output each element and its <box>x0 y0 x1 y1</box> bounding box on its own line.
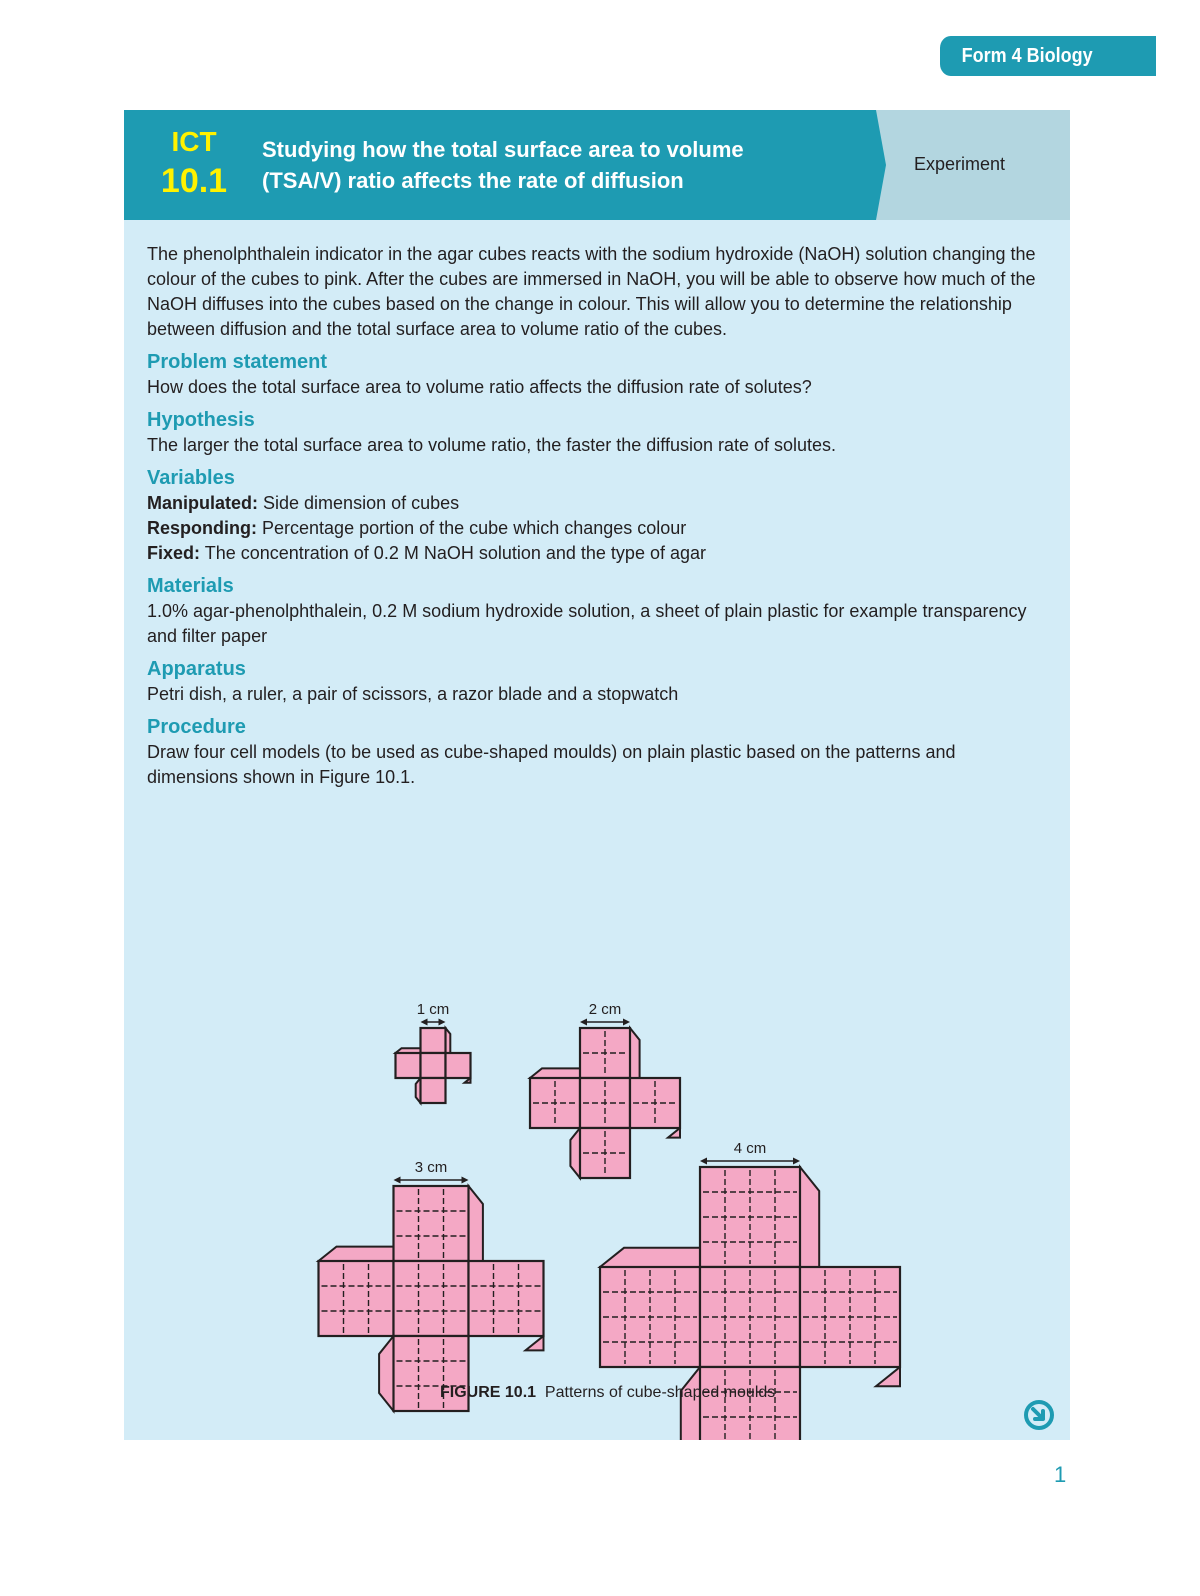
activity-body <box>147 242 1047 790</box>
procedure-text: Draw four cell models (to be used as cube-shaped moulds) on plain plastic based on the patterns and dimensions shown in Figure 10.1. <box>147 742 956 787</box>
fixed-value: The concentration of 0.2 M NaOH solution and the type of agar <box>204 543 706 563</box>
cube-face <box>469 1261 544 1336</box>
glue-flap <box>876 1367 900 1386</box>
glue-flap <box>469 1186 483 1261</box>
apparatus-heading: Apparatus <box>147 658 246 680</box>
cube-net-1 <box>396 1001 471 1103</box>
hypothesis-heading: Hypothesis <box>147 409 255 431</box>
cube-face <box>394 1261 469 1336</box>
ict-number: 10.1 <box>160 162 228 200</box>
glue-flap <box>600 1248 700 1267</box>
activity-title: Studying how the total surface area to volume (TSA/V) ratio affects the rate of diffusion <box>262 137 744 193</box>
cube-pattern-figure <box>124 880 1070 1440</box>
glue-flap <box>681 1367 700 1440</box>
responding-value: Percentage portion of the cube which changes colour <box>262 518 687 538</box>
activity-type-tag: Experiment <box>914 154 1006 174</box>
ict-label: ICT <box>171 126 217 157</box>
cube-face <box>421 1053 446 1078</box>
fixed-label: Fixed: <box>147 543 201 563</box>
glue-flap <box>630 1028 640 1078</box>
variable-responding <box>147 516 1047 541</box>
glue-flap <box>800 1167 819 1267</box>
glue-flap <box>668 1128 680 1138</box>
cube-face <box>421 1078 446 1103</box>
variable-manipulated <box>147 491 1047 516</box>
glue-flap <box>319 1247 394 1261</box>
materials-heading: Materials <box>147 575 234 597</box>
dimension-label: 4 cm <box>733 1140 767 1157</box>
glue-flap <box>526 1336 544 1350</box>
cube-face <box>319 1261 394 1336</box>
cube-face <box>396 1053 421 1078</box>
arrow-down-right-icon[interactable] <box>1024 1400 1054 1430</box>
dimension-arrowhead <box>700 1158 707 1165</box>
dimension-arrowhead <box>623 1019 630 1026</box>
dimension-arrowhead <box>394 1177 401 1184</box>
problem-heading: Problem statement <box>147 351 328 373</box>
figure-caption-text: Patterns of cube-shaped moulds <box>544 1384 776 1401</box>
subject-tab: Form 4 Biology <box>940 36 1156 76</box>
manipulated-value: Side dimension of cubes <box>263 493 460 513</box>
dimension-arrowhead <box>462 1177 469 1184</box>
dimension-arrowhead <box>580 1019 587 1026</box>
apparatus-text: Petri dish, a ruler, a pair of scissors, a razor blade and a stopwatch <box>147 684 679 704</box>
variables-heading: Variables <box>147 467 235 489</box>
dimension-label: 3 cm <box>414 1159 448 1176</box>
problem-text: How does the total surface area to volume ratio affects the diffusion rate of solutes? <box>147 377 812 397</box>
procedure-heading: Procedure <box>147 716 246 738</box>
figure-caption <box>440 1384 775 1402</box>
cube-face <box>446 1053 471 1078</box>
figure-caption-label: FIGURE 10.1 <box>440 1384 537 1401</box>
glue-flap <box>530 1068 580 1078</box>
dimension-label: 1 cm <box>416 1001 450 1018</box>
manipulated-label: Manipulated: <box>147 493 258 513</box>
cube-net-2 <box>530 1001 680 1178</box>
cube-net-3 <box>319 1159 544 1411</box>
intro-paragraph: The phenolphthalein indicator in the agar cubes reacts with the sodium hydroxide (NaOH) solution changing the colour of the cubes to pink. After the cubes are immersed in NaOH, you will be able to observe how much of the NaOH diffuses into the cubes based on the change in colour. This will allow you to determine the relationship between diffusion and the total surface area to volume ratio of the cubes. <box>147 244 1036 339</box>
variable-fixed <box>147 541 1047 566</box>
dimension-label: 2 cm <box>588 1001 622 1018</box>
glue-flap <box>379 1336 393 1411</box>
cube-face <box>394 1186 469 1261</box>
cube-face <box>421 1028 446 1053</box>
hypothesis-text: The larger the total surface area to volume ratio, the faster the diffusion rate of solutes. <box>147 435 837 455</box>
page-number: 1 <box>1054 1462 1067 1487</box>
materials-text: 1.0% agar-phenolphthalein, 0.2 M sodium hydroxide solution, a sheet of plain plastic for example transparency and filter paper <box>147 601 1027 646</box>
responding-label: Responding: <box>147 518 257 538</box>
glue-flap <box>570 1128 580 1178</box>
activity-panel <box>124 110 1070 1440</box>
dimension-arrowhead <box>439 1019 446 1026</box>
dimension-arrowhead <box>793 1158 800 1165</box>
dimension-arrowhead <box>421 1019 428 1026</box>
